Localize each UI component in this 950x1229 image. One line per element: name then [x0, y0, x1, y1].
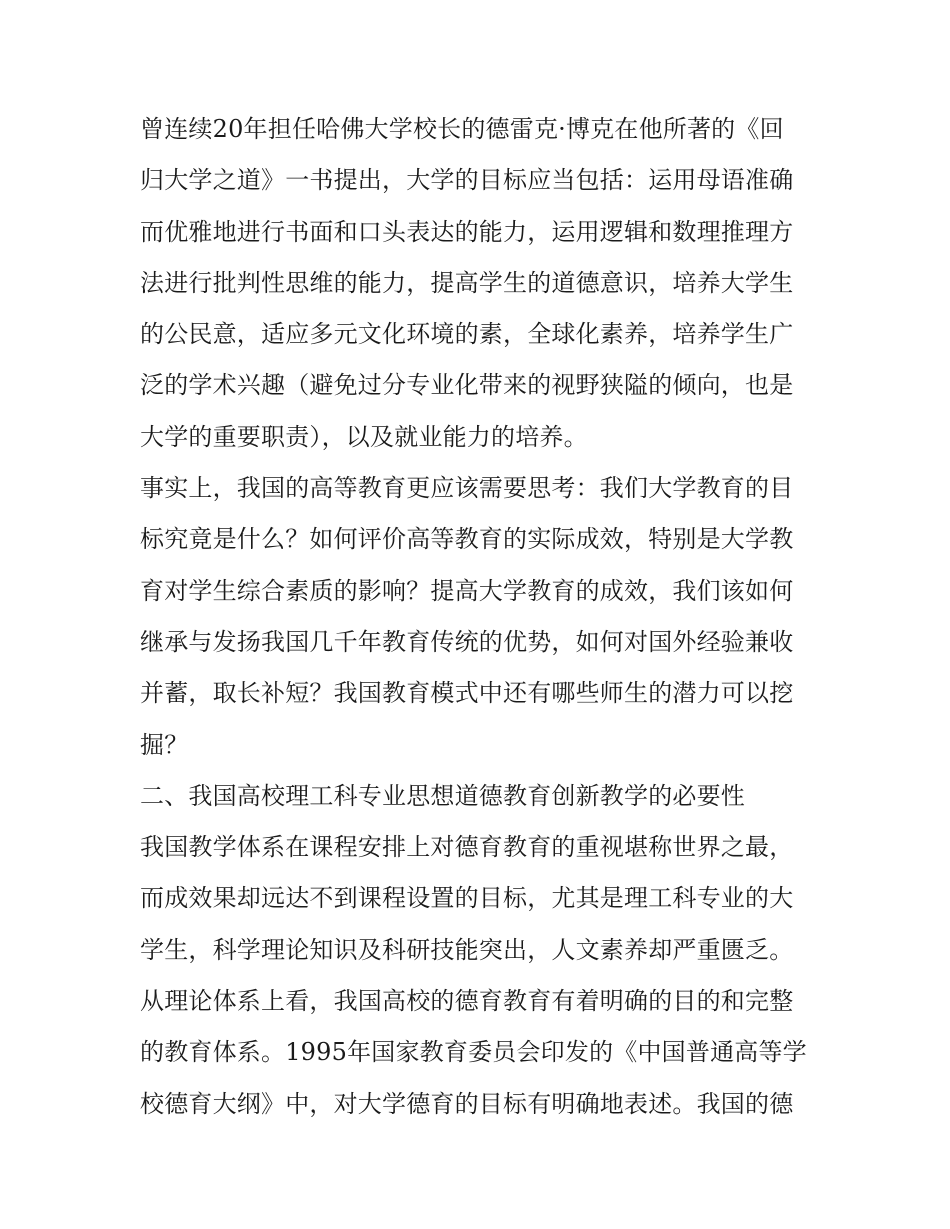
text-line: 曾连续20年担任哈佛大学校长的德雷克·博克在他所著的《回	[140, 115, 784, 143]
document-body	[140, 104, 814, 1130]
text-line: 并蓄，取长补短？我国教育模式中还有哪些师生的潜力可以挖	[140, 679, 794, 708]
text-line: 的教育体系。1995年国家教育委员会印发的《中国普通高等学	[140, 1038, 807, 1067]
text-line: 事实上，我国的高等教育更应该需要思考：我们大学教育的目	[140, 474, 794, 503]
text-line: 归大学之道》一书提出，大学的目标应当包括：运用母语准确	[140, 166, 794, 195]
text-line: 育对学生综合素质的影响？提高大学教育的成效，我们该如何	[140, 576, 794, 605]
text-line: 泛的学术兴趣（避免过分专业化带来的视野狭隘的倾向，也是	[140, 371, 794, 400]
text-line: 学生，科学理论知识及科研技能突出，人文素养却严重匮乏。	[140, 935, 794, 964]
section-heading: 二、我国高校理工科专业思想道德教育创新教学的必要性	[140, 781, 745, 810]
text-line: 从理论体系上看，我国高校的德育教育有着明确的目的和完整	[140, 987, 794, 1016]
text-line: 而成效果却远达不到课程设置的目标，尤其是理工科专业的大	[140, 884, 794, 913]
text-line: 的公民意，适应多元文化环境的素，全球化素养，培养学生广	[140, 320, 794, 349]
text-line: 掘？	[140, 730, 189, 759]
text-line: 法进行批判性思维的能力，提高学生的道德意识，培养大学生	[140, 268, 794, 297]
text-line: 大学的重要职责），以及就业能力的培养。	[140, 422, 588, 451]
text-line: 而优雅地进行书面和口头表达的能力，运用逻辑和数理推理方	[140, 217, 794, 246]
text-line: 继承与发扬我国几千年教育传统的优势，如何对国外经验兼收	[140, 627, 794, 656]
text-line: 校德育大纲》中，对大学德育的目标有明确地表述。我国的德	[140, 1089, 794, 1118]
text-line: 标究竟是什么？如何评价高等教育的实际成效，特别是大学教	[140, 525, 794, 554]
text-line: 我国教学体系在课程安排上对德育教育的重视堪称世界之最，	[140, 833, 794, 862]
